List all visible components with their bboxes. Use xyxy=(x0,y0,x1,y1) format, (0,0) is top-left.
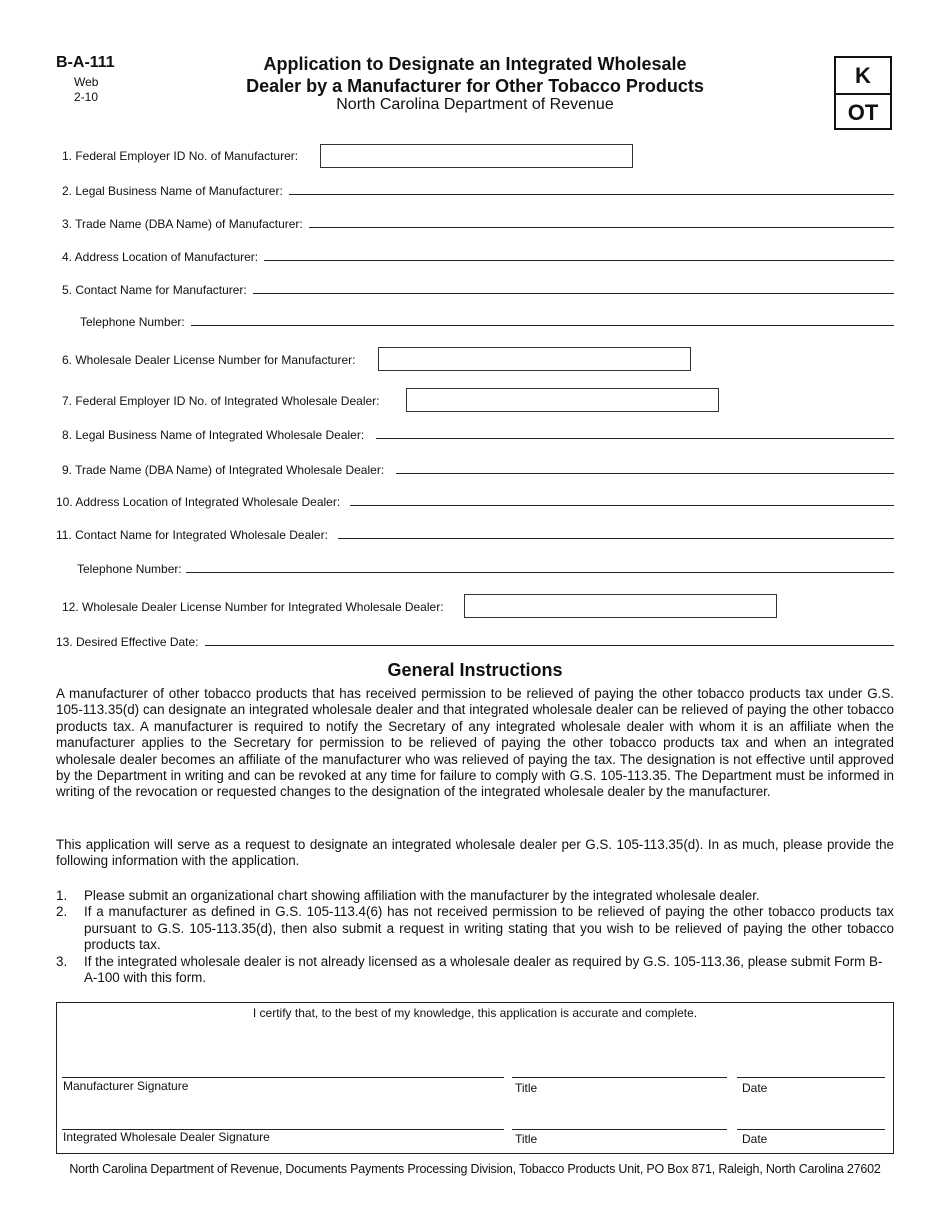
manufacturer-date-line[interactable] xyxy=(737,1077,885,1078)
tax-code-top: K xyxy=(836,58,890,95)
trade-name-iwd-label: 9. Trade Name (DBA Name) of Integrated Wholesale Dealer: xyxy=(62,463,385,477)
contact-iwd-line[interactable] xyxy=(338,538,894,539)
fein-iwd-input[interactable] xyxy=(406,388,719,412)
phone-manufacturer-line[interactable] xyxy=(191,325,894,326)
address-manufacturer-row[interactable] xyxy=(62,248,894,264)
address-iwd-row[interactable] xyxy=(56,493,894,509)
effective-date-row[interactable] xyxy=(56,633,894,649)
form-code: B-A-111 xyxy=(56,54,115,71)
fein-manufacturer-label: 1. Federal Employer ID No. of Manufacturer: xyxy=(62,149,299,163)
contact-manufacturer-row[interactable] xyxy=(62,281,894,297)
instructions-list xyxy=(56,888,894,986)
phone-iwd-label: Telephone Number: xyxy=(77,562,182,576)
agency-name: North Carolina Department of Revenue xyxy=(336,96,614,113)
fein-iwd-label: 7. Federal Employer ID No. of Integrated Wholesale Dealer: xyxy=(62,394,380,408)
legal-name-manufacturer-line[interactable] xyxy=(289,194,894,195)
trade-name-manufacturer-row[interactable] xyxy=(62,215,894,231)
legal-name-manufacturer-row[interactable] xyxy=(62,182,894,198)
trade-name-iwd-row[interactable] xyxy=(62,461,894,477)
iwd-signature-label: Integrated Wholesale Dealer Signature xyxy=(63,1130,270,1144)
instructions-paragraph-1: A manufacturer of other tobacco products that has received permission to be relieved of paying the other tobacco products tax under G.S. 105-113.35(d) can designate an integrated wholesale dealer and that integrated wholesale dealer can be relieved of paying the other tobacco products tax. A manufacturer is required to notify the Secretary of any integrated wholesale dealer with whom it is an affiliate when the manufacturer applies to the Secretary for permission to be relieved of paying the other tobacco products tax and when an integrated wholesale dealer becomes an affiliate of the manufacturer who was relieved of paying the tax. The designation is not effective until approved by the Department in writing and can be revoked at any time for failure to comply with G.S. 105-113.35. The Department must be informed in writing of the revocation or requested changes to the designation of the integrated wholesale dealer by the manufacturer. xyxy=(56,686,894,800)
contact-iwd-row[interactable] xyxy=(56,526,894,542)
license-iwd-label: 12. Wholesale Dealer License Number for Integrated Wholesale Dealer: xyxy=(62,600,444,614)
phone-manufacturer-row[interactable] xyxy=(80,313,894,329)
effective-date-label: 13. Desired Effective Date: xyxy=(56,635,199,649)
license-iwd-input[interactable] xyxy=(464,594,777,618)
contact-iwd-label: 11. Contact Name for Integrated Wholesale Dealer: xyxy=(56,528,328,542)
trade-name-manufacturer-line[interactable] xyxy=(309,227,894,228)
iwd-date-label: Date xyxy=(742,1132,768,1146)
instructions-heading: General Instructions xyxy=(387,660,563,680)
legal-name-manufacturer-label: 2. Legal Business Name of Manufacturer: xyxy=(62,184,283,198)
list-item-text: If the integrated wholesale dealer is not already licensed as a wholesale dealer as required by G.S. 105-113.36, please submit Form B-A-100 with this form. xyxy=(84,953,883,986)
manufacturer-title-line[interactable] xyxy=(512,1077,727,1078)
legal-name-iwd-label: 8. Legal Business Name of Integrated Wholesale Dealer: xyxy=(62,428,365,442)
iwd-date-line[interactable] xyxy=(737,1129,885,1130)
form-revision: 2-10 xyxy=(74,90,99,104)
phone-iwd-row[interactable] xyxy=(77,560,894,576)
list-item-text: If a manufacturer as defined in G.S. 105-113.4(6) has not received permission to be relieved of paying the other tobacco products tax pursuant to G.S. 105-113.35(d), then also submit a request in writing stating that you wish to be relieved of paying the other tobacco products tax. xyxy=(84,904,894,953)
tax-code-bottom: OT xyxy=(847,100,879,125)
address-iwd-label: 10. Address Location of Integrated Wholesale Dealer: xyxy=(56,495,341,509)
license-manufacturer-input[interactable] xyxy=(378,347,691,371)
address-manufacturer-line[interactable] xyxy=(264,260,894,261)
form-title-line-1: Application to Designate an Integrated Wholesale xyxy=(263,54,687,74)
contact-manufacturer-line[interactable] xyxy=(253,293,894,294)
instructions-paragraph-2: This application will serve as a request to designate an integrated wholesale dealer per G.S. 105-113.35(d). In as much, please provide the following information with the application. xyxy=(56,837,894,869)
fein-manufacturer-input[interactable] xyxy=(320,144,633,168)
list-item-text: Please submit an organizational chart showing affiliation with the manufacturer by the integrated wholesale dealer. xyxy=(84,888,760,903)
list-item-number: 1. xyxy=(56,888,68,903)
legal-name-iwd-line[interactable] xyxy=(376,438,894,439)
iwd-title-label: Title xyxy=(515,1132,538,1146)
iwd-title-line[interactable] xyxy=(512,1129,727,1130)
phone-manufacturer-label: Telephone Number: xyxy=(80,315,185,329)
trade-name-manufacturer-label: 3. Trade Name (DBA Name) of Manufacturer: xyxy=(62,217,303,231)
list-item-number: 3. xyxy=(56,953,68,969)
manufacturer-date-label: Date xyxy=(742,1081,768,1095)
license-manufacturer-label: 6. Wholesale Dealer License Number for Manufacturer: xyxy=(62,353,356,367)
certification-statement: I certify that, to the best of my knowledge, this application is accurate and complete. xyxy=(252,1006,698,1020)
phone-iwd-line[interactable] xyxy=(186,572,894,573)
trade-name-iwd-line[interactable] xyxy=(396,473,894,474)
footer-address: North Carolina Department of Revenue, Documents Payments Processing Division, Tobacco Products Unit, PO Box 871, Raleigh, North Carolina 27602 xyxy=(69,1162,881,1176)
address-iwd-line[interactable] xyxy=(350,505,894,506)
list-item xyxy=(56,904,894,953)
list-item xyxy=(56,954,894,987)
manufacturer-signature-label: Manufacturer Signature xyxy=(63,1079,189,1093)
manufacturer-title-label: Title xyxy=(515,1081,538,1095)
list-item-number: 2. xyxy=(56,904,68,920)
tax-code-box xyxy=(834,56,892,130)
effective-date-line[interactable] xyxy=(205,645,894,646)
legal-name-iwd-row[interactable] xyxy=(62,426,894,442)
manufacturer-signature-line[interactable] xyxy=(62,1077,504,1078)
form-title-line-2: Dealer by a Manufacturer for Other Tobacco Products xyxy=(246,76,704,96)
form-web-label: Web xyxy=(74,75,99,89)
contact-manufacturer-label: 5. Contact Name for Manufacturer: xyxy=(62,283,247,297)
list-item xyxy=(56,888,894,904)
address-manufacturer-label: 4. Address Location of Manufacturer: xyxy=(62,250,259,264)
